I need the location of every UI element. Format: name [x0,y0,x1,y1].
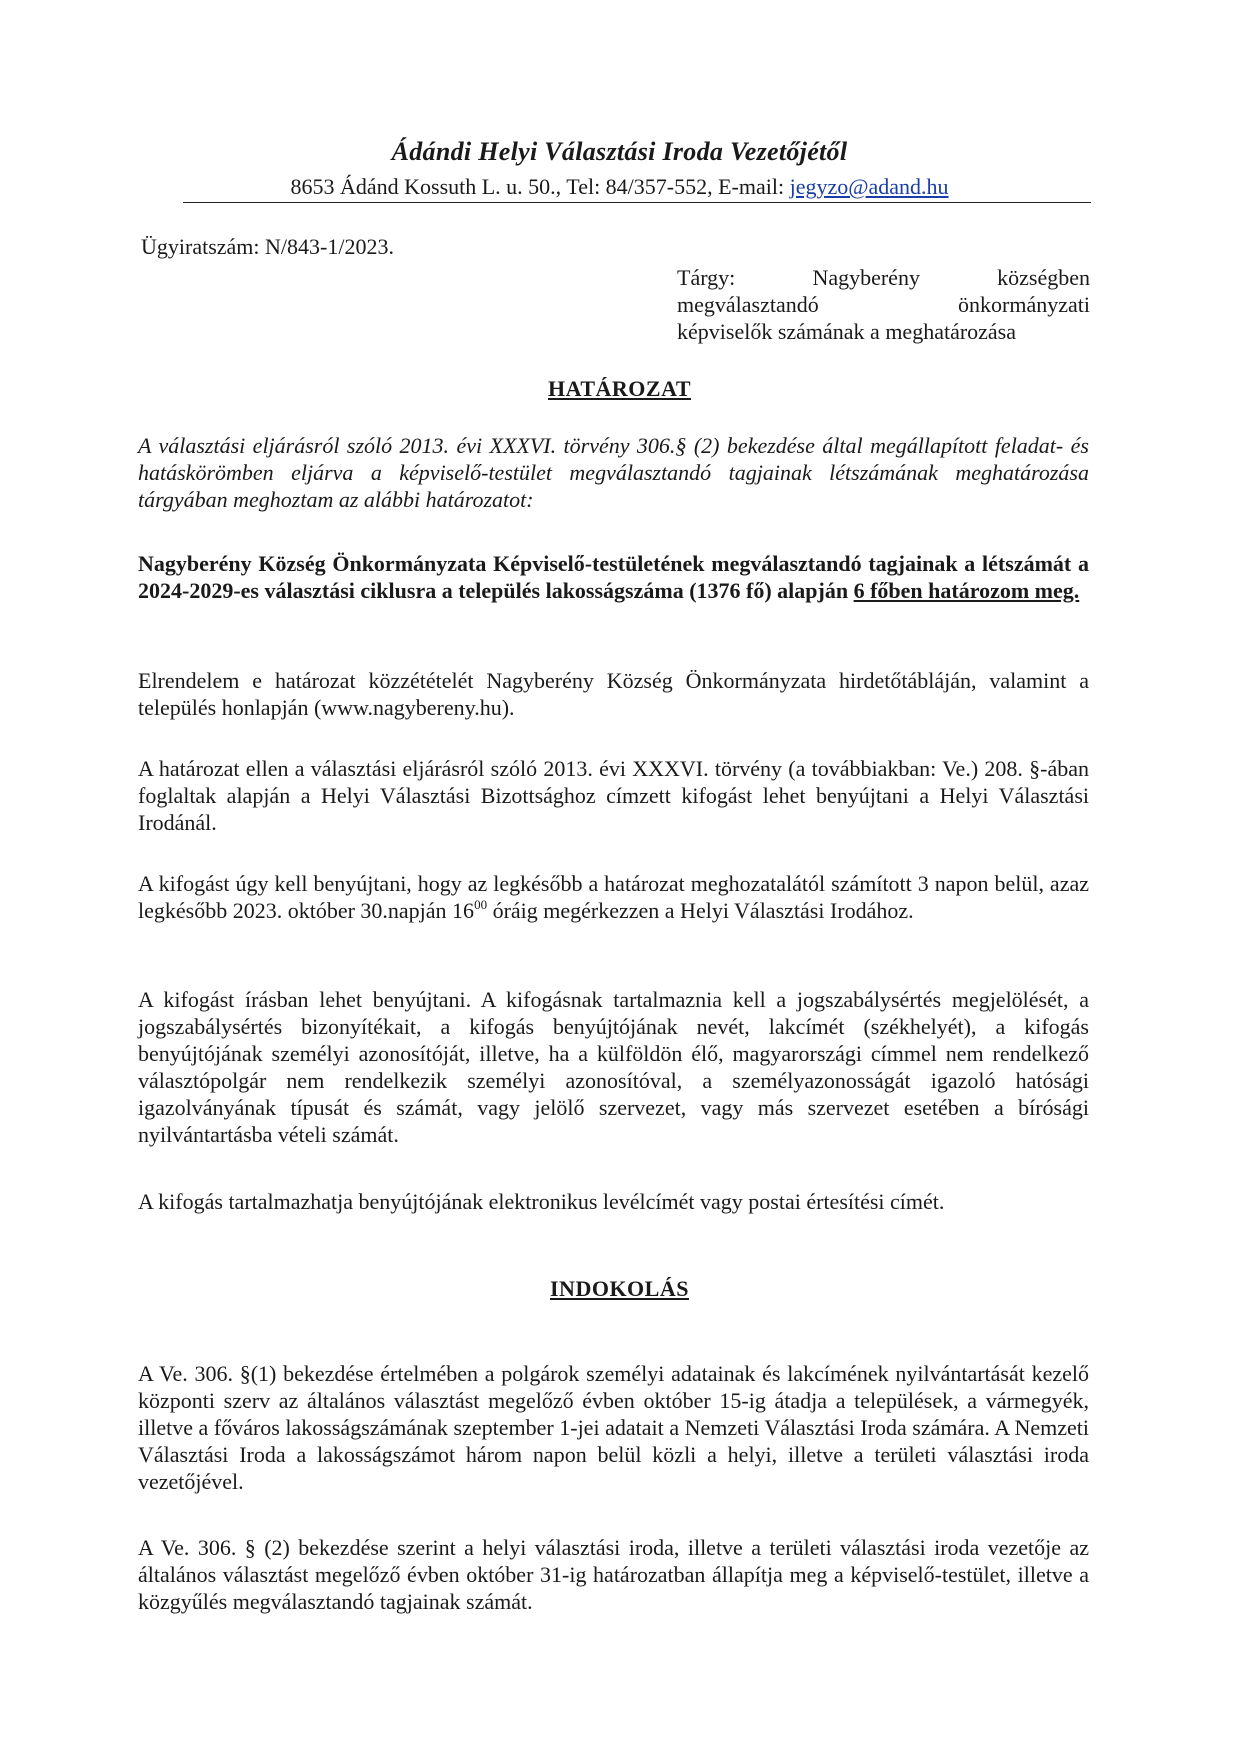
subject-line-3: képviselők számának a meghatározása [677,319,1017,344]
subject-word: községben [997,265,1090,290]
justification-heading: INDOKOLÁS [550,1276,689,1301]
address-text: 8653 Ádánd Kossuth L. u. 50., Tel: 84/357-552, E-mail: [290,174,790,199]
decision-main-result: 6 főben határozom meg. [853,578,1080,603]
justification-paragraph-2: A Ve. 306. § (2) bekezdése szerint a helyi választási iroda, illetve a területi választási iroda vezetője az általános választást megelőző évben október 31-ig határozatban állapítja meg a képviselő-testület, illetve a közgyűlés megválasztandó tagjainak számát. [138,1535,1089,1614]
subject-block [677,264,1090,345]
subject-word: Nagyberény [812,265,920,290]
subject-line-1 [677,264,1090,291]
subject-label: Tárgy: [677,265,736,290]
subject-word: önkormányzati [958,292,1090,317]
decision-heading: HATÁROZAT [547,376,692,401]
decision-intro: A választási eljárásról szóló 2013. évi XXXVI. törvény 306.§ (2) bekezdése által megállapított feladat- és hatáskörömben eljárva a képviselő-testület megválasztandó tagjainak létszámának meghatározása tárgyában meghoztam az alábbi határozatot: [138,433,1089,512]
justification-paragraph-1: A Ve. 306. §(1) bekezdése értelmében a polgárok személyi adatainak és lakcímének nyilvántartását kezelő központi szerv az általános választást megelőző évben október 15-ig átadja a települések, a vármegyék, illetve a főváros lakosságszámának szeptember 1-jei adatait a Nemzeti Választási Iroda számára. A Nemzeti Választási Iroda a lakosságszámot három napon belül közli a helyi, illetve a területi választási iroda vezetőjével. [138,1361,1089,1494]
appeal-paragraph: A határozat ellen a választási eljárásról szóló 2013. évi XXXVI. törvény (a továbbiakban: Ve.) 208. §-ában foglaltak alapján a Helyi Választási Bizottsághoz címzett kifogást lehet benyújtani a Helyi Választási Irodánál. [138,756,1089,835]
subject-line-2 [677,291,1090,318]
requirements-paragraph: A kifogást írásban lehet benyújtani. A kifogásnak tartalmaznia kell a jogszabálysértés megjelölését, a jogszabálysértés bizonyítékait, a kifogás benyújtójának nevét, lakcímét (székhelyét), a kifogás benyújtójának személyi azonosítóját, illetve, ha a külföldön élő, magyarországi címmel nem rendelkező választópolgár nem rendelkezik személyi azonosítóval, a személyazonosságát igazoló hatósági igazolványának típusát és számát, vagy jelölő szervezet, vagy más szervezet esetében a bírósági nyilvántartásba vételi számát. [138,987,1089,1147]
office-address [0,174,1239,200]
deadline-text-end: óráig megérkezzen a Helyi Választási Irodához. [487,898,914,923]
subject-word: megválasztandó [677,292,819,317]
contact-paragraph: A kifogás tartalmazhatja benyújtójának elektronikus levélcímét vagy postai értesítési címét. [138,1189,945,1214]
deadline-paragraph [138,870,1089,924]
publication-paragraph: Elrendelem e határozat közzétételét Nagyberény Község Önkormányzata hirdetőtábláján, valamint a település honlapján (www.nagybereny.hu). [138,668,1089,720]
deadline-minutes: 00 [474,897,488,912]
decision-main [138,550,1089,604]
office-title: Ádándi Helyi Választási Iroda Vezetőjétől [391,137,848,166]
deadline-text: A kifogást úgy kell benyújtani, hogy az legkésőbb a határozat meghozatalától számított 3 napon belül, azaz legkésőbb 2023. október 30.napján 16 [138,871,1089,923]
header-divider [183,202,1091,203]
decision-main-text: Nagyberény Község Önkormányzata Képviselő-testületének megválasztandó tagjainak a létszámát a 2024-2029-es választási ciklusra a település lakosságszáma (1376 fő) alapján [138,551,1089,603]
reference-number: Ügyiratszám: N/843-1/2023. [141,234,394,259]
email-link[interactable]: jegyzo@adand.hu [789,174,949,199]
